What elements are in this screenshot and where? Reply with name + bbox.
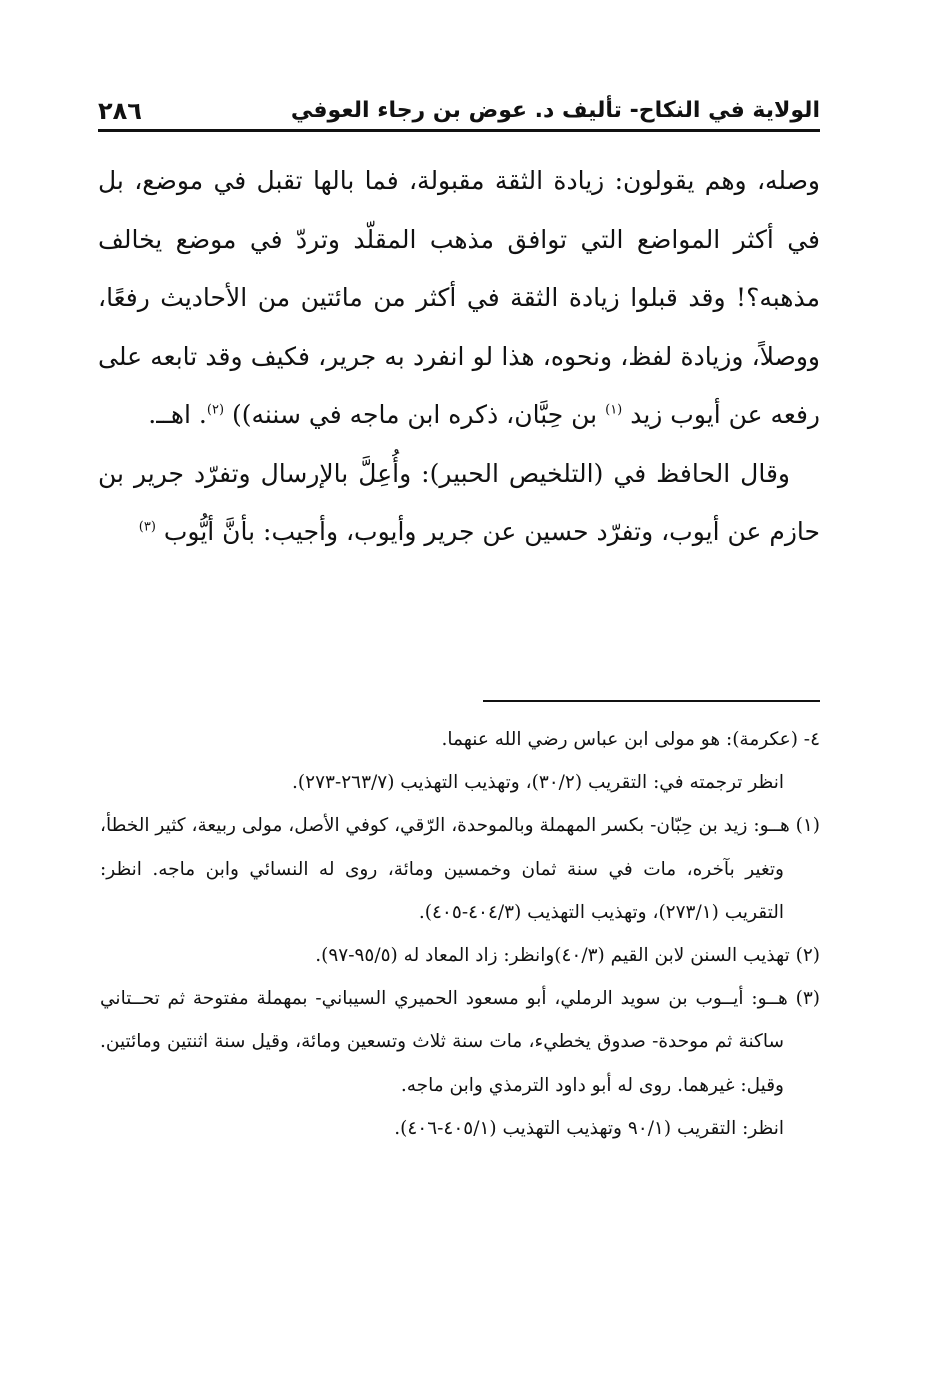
paragraph-1-text-c: . اهــ. <box>148 400 207 429</box>
footnote-1: (١) هــو: زيد بن حِبّان- بكسر المهملة وبالموحدة، الرّقي، كوفي الأصل، مولى ربيعة، كثير الخطأ، وتغير بآخره، مات في سنة ثمان وخمسين ومائة، روى له النسائي وابن ماجه. انظر: التقريب (٢٧٣/١)، وتهذيب التهذيب (٤٠٤/٣-٤٠٥). <box>100 815 820 923</box>
footnote-2: (٢) تهذيب السنن لابن القيم (٤٠/٣)وانظر: زاد المعاد له (٩٥/٥-٩٧). <box>315 945 820 967</box>
footnote-divider <box>483 700 820 702</box>
footnote-3: (٣) هــو: أيــوب بن سويد الرملي، أبو مسعود الحميري السيباني- بمهملة مفتوحة ثم تحــتاني ساكنة ثم موحدة- صدوق يخطيء، مات سنة ثلاث وتسعين ومائة، وقيل سنة اثنتين ومائتين. وقيل: غيرهما. روى له أبو داود الترمذي وابن ماجه. <box>100 988 820 1096</box>
paragraph-1-text-a: وصله، وهم يقولون: زيادة الثقة مقبولة، فما بالها تقبل في موضع، بل في أكثر المواضع التي توافق مذهب المقلّد وتردّ في موضع يخالف مذهبه؟! وقد قبلوا زيادة الثقة في أكثر من مائتين من الأحاديث رفعًا، ووصلاً، وزيادة لفظ، ونحوه، هذا لو انفرد به جرير، فكيف وقد تابعه على رفعه عن أيوب زيد <box>98 166 820 429</box>
footnote-3-reference: انظر: التقريب (٩٠/١ وتهذيب التهذيب (٤٠٥/١-٤٠٦). <box>394 1117 784 1139</box>
footnote-ref-3: (٣) <box>138 519 156 535</box>
paragraph-1-text-b: بن حِبَّان، ذكره ابن ماجه في سننه)) <box>231 400 598 429</box>
running-title: الولاية في النكاح- تأليف د. عوض بن رجاء العوفي <box>290 98 820 123</box>
footnote-4-reference: انظر ترجمته في: التقريب (٣٠/٢)، وتهذيب التهذيب (٢٦٣/٧-٢٧٣). <box>292 772 784 794</box>
paragraph-2-text: وقال الحافظ في (التلخيص الحبير): وأُعِلَّ بالإرسال وتفرّد جرير بن حازم عن أيوب، وتفرّد حسين عن جرير وأيوب، وأجيب: بأنَّ أيُّوب <box>98 458 820 546</box>
footnote-ref-2: (٢) <box>206 402 225 418</box>
main-text <box>98 152 820 562</box>
paragraph-1 <box>98 152 820 445</box>
page-number: ٢٨٦ <box>98 97 142 125</box>
running-header <box>98 86 820 126</box>
paragraph-2 <box>98 445 820 562</box>
header-divider <box>98 129 820 132</box>
footnote-4: ٤- (عكرمة): هو مولى ابن عباس رضي الله عنهما. <box>441 729 820 750</box>
footnote-ref-1: (١) <box>605 402 623 418</box>
footnotes <box>100 718 820 1150</box>
